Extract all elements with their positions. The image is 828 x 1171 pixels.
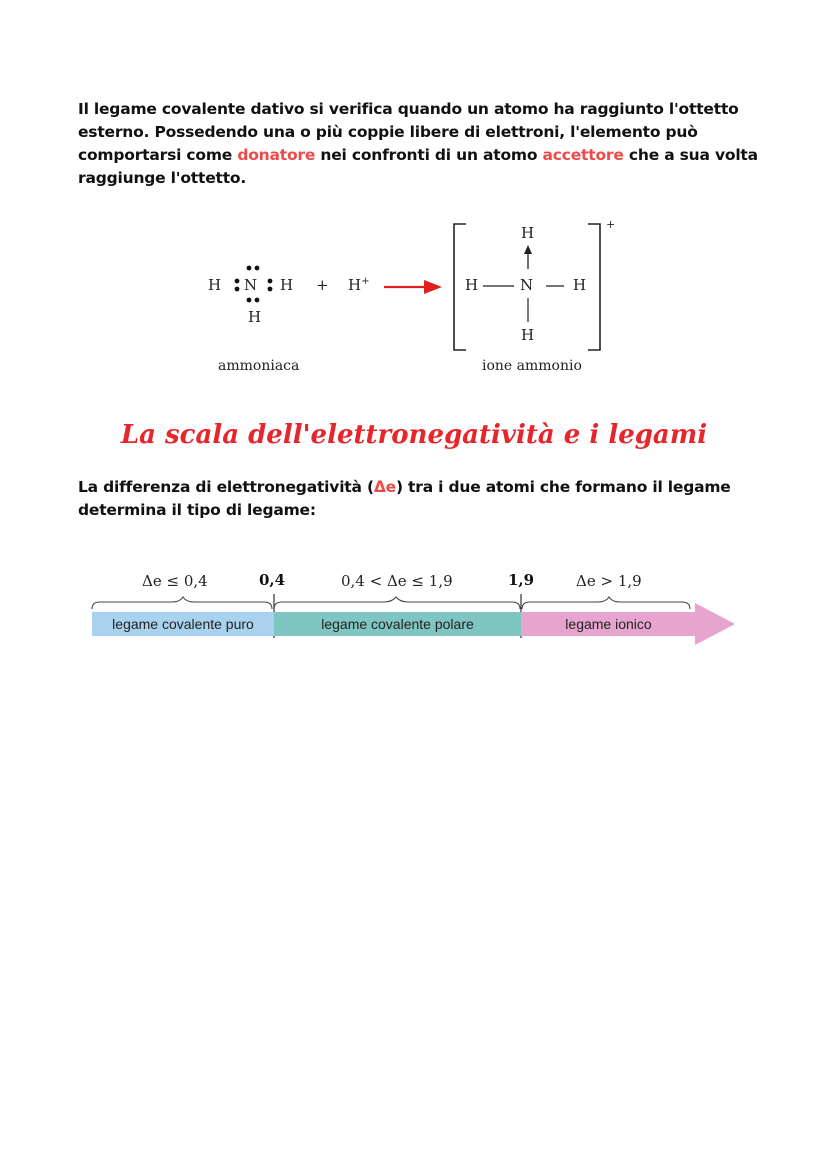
intro-text-3: che a sua volta raggiunge l'ottetto. bbox=[78, 146, 758, 187]
scale-arrowhead-icon bbox=[695, 603, 737, 645]
acceptor-term: accettore bbox=[542, 146, 624, 164]
plus-sign: + bbox=[316, 276, 329, 294]
ammonia-h-right: H bbox=[280, 276, 294, 294]
range-label-2: 0,4 < Δe ≤ 1,9 bbox=[341, 572, 453, 590]
ion-n: N bbox=[520, 276, 534, 294]
delta-e-symbol: Δe bbox=[373, 478, 396, 496]
ion-h-left: H bbox=[465, 276, 479, 294]
threshold-label-2: 1,9 bbox=[508, 571, 535, 589]
ammonia-n: N bbox=[244, 276, 258, 294]
ion-h-top: H bbox=[521, 224, 535, 242]
ammonia-h-left: H bbox=[208, 276, 222, 294]
segment-ionic: legame ionico bbox=[521, 612, 696, 636]
segment-covalent-polar: legame covalente polare bbox=[274, 612, 521, 636]
ion-charge: + bbox=[606, 218, 616, 231]
segment-covalent-pure: legame covalente puro bbox=[92, 612, 274, 636]
intro-paragraph bbox=[78, 98, 758, 190]
scale-braces bbox=[88, 596, 698, 612]
lone-pair-dots bbox=[230, 262, 280, 308]
intro-text-1: Il legame covalente dativo si verifica quando un atomo ha raggiunto l'ottetto esterno. Possedendo una o più coppie libere di elettroni, l'elemento può comportarsi come bbox=[78, 100, 739, 164]
label-ammonium: ione ammonio bbox=[482, 358, 582, 374]
electronegativity-paragraph bbox=[78, 476, 758, 522]
proton: H+ bbox=[348, 276, 370, 294]
ion-h-bottom: H bbox=[521, 326, 535, 344]
reaction-arrow-icon bbox=[384, 278, 444, 296]
threshold-label-1: 0,4 bbox=[259, 571, 286, 589]
ammonia-h-bottom: H bbox=[248, 308, 262, 326]
range-label-1: Δe ≤ 0,4 bbox=[142, 572, 208, 590]
paragraph2-text-2: ) tra i due atomi che formano il legame determina il tipo di legame: bbox=[78, 478, 731, 519]
section-title: La scala dell'elettronegatività e i legami bbox=[120, 420, 708, 450]
range-label-3: Δe > 1,9 bbox=[576, 572, 642, 590]
ion-h-right: H bbox=[573, 276, 587, 294]
intro-text-2: nei confronti di un atomo bbox=[315, 146, 543, 164]
paragraph2-text-1: La differenza di elettronegatività ( bbox=[78, 478, 374, 496]
donor-term: donatore bbox=[237, 146, 316, 164]
label-ammonia: ammoniaca bbox=[218, 358, 300, 374]
